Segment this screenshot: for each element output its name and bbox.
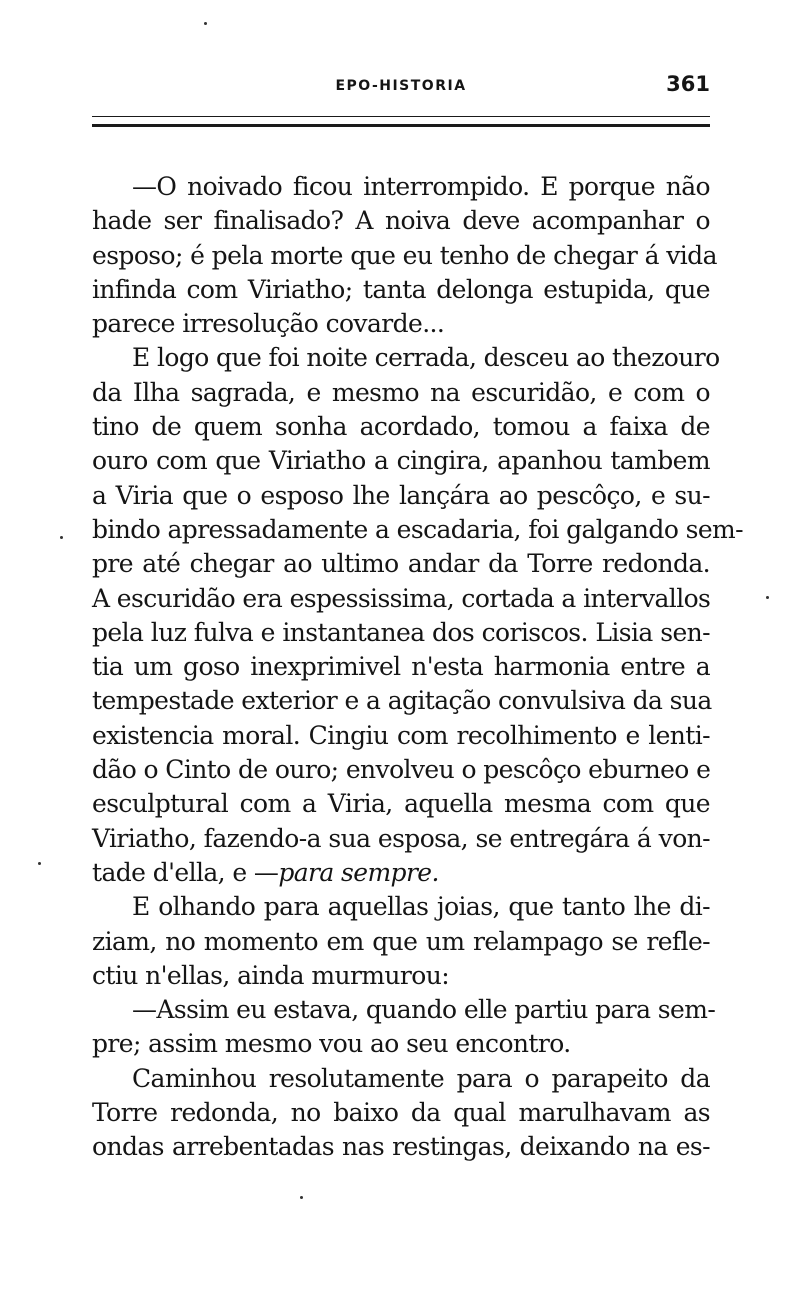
text-line bbox=[92, 1096, 710, 1130]
text-line-content: —O noivado ficou interrompido. E porque não bbox=[132, 172, 710, 201]
text-line-content: tempestade exterior e a agitação convulsiva da sua bbox=[92, 686, 712, 716]
text-line-content: ziam, no momento em que um relampago se refle- bbox=[92, 926, 710, 956]
text-line bbox=[92, 547, 710, 581]
print-speck bbox=[38, 862, 41, 865]
text-line-content: ctiu n'ellas, ainda murmurou: bbox=[92, 960, 450, 990]
text-line-content: Caminhou resolutamente para o parapeito da bbox=[132, 1063, 710, 1093]
text-line bbox=[92, 856, 710, 890]
text-line-content: bindo apressadamente a escadaria, foi galgando sem- bbox=[92, 514, 743, 544]
text-line-content: Torre redonda, no baixo da qual marulhavam as bbox=[92, 1098, 710, 1128]
text-line bbox=[92, 170, 710, 204]
header-rule-thick bbox=[92, 124, 710, 127]
text-line-content: esposo; é pela morte que eu tenho de chegar á vida bbox=[92, 240, 717, 270]
text-line bbox=[92, 822, 710, 856]
text-line-content: parece irresolução covarde... bbox=[92, 309, 445, 339]
text-line bbox=[92, 513, 743, 547]
text-line bbox=[92, 204, 710, 238]
text-line-content: —Assim eu estava, quando elle partiu para sem- bbox=[132, 995, 716, 1025]
text-line bbox=[92, 307, 710, 341]
page-number: 361 bbox=[666, 72, 710, 96]
text-line bbox=[92, 616, 710, 650]
text-line-content: Viriatho, fazendo-a sua esposa, se entregára á von- bbox=[92, 823, 710, 853]
text-line-content: pre até chegar ao ultimo andar da Torre redonda. bbox=[92, 549, 710, 579]
text-line bbox=[92, 582, 710, 616]
text-line bbox=[92, 1062, 710, 1096]
text-line bbox=[92, 925, 710, 959]
text-line bbox=[92, 684, 710, 718]
text-line bbox=[92, 376, 710, 410]
text-line-content: tia um goso inexprimivel n'esta harmonia entre a bbox=[92, 652, 710, 682]
text-line-content: E olhando para aquellas joias, que tanto lhe di- bbox=[132, 892, 710, 922]
text-line bbox=[92, 239, 717, 273]
text-line-content: dão o Cinto de ouro; envolveu o pescôço eburneo e bbox=[92, 755, 711, 785]
print-speck bbox=[204, 22, 207, 25]
text-line-content: ondas arrebentadas nas restingas, deixando na es- bbox=[92, 1132, 710, 1162]
text-line-content: ouro com que Viriatho a cingira, apanhou tambem bbox=[92, 446, 710, 476]
text-line-content: tade d'ella, e — bbox=[92, 857, 279, 887]
text-line-content: pre; assim mesmo vou ao seu encontro. bbox=[92, 1029, 571, 1059]
text-line bbox=[92, 341, 720, 375]
text-line-content: existencia moral. Cingiu com recolhimento e lenti- bbox=[92, 720, 710, 750]
text-line-content: da Ilha sagrada, e mesmo na escuridão, e com o bbox=[92, 377, 710, 407]
text-line bbox=[92, 410, 710, 444]
text-line bbox=[92, 890, 710, 924]
text-line-content: a Viria que o esposo lhe lançára ao pescôço, e su- bbox=[92, 480, 710, 510]
text-line bbox=[92, 1130, 710, 1164]
text-line bbox=[92, 444, 710, 478]
text-line bbox=[92, 479, 710, 513]
text-line-content: A escuridão era espessissima, cortada a intervallos bbox=[92, 583, 711, 613]
print-speck bbox=[60, 536, 63, 539]
text-line bbox=[92, 650, 710, 684]
text-line bbox=[92, 719, 710, 753]
text-line-content: pela luz fulva e instantanea dos coriscos. Lisia sen- bbox=[92, 617, 710, 647]
running-head bbox=[92, 72, 710, 102]
text-line bbox=[92, 959, 710, 993]
text-line bbox=[92, 753, 710, 787]
text-line bbox=[92, 787, 710, 821]
running-title: EPO-HISTORIA bbox=[335, 78, 467, 94]
text-line bbox=[92, 1027, 710, 1061]
print-speck bbox=[300, 1196, 303, 1199]
italic-phrase: para sempre. bbox=[278, 857, 439, 887]
body-text bbox=[92, 170, 743, 1165]
text-line-content: esculptural com a Viria, aquella mesma com que bbox=[92, 789, 710, 819]
text-line bbox=[92, 273, 710, 307]
text-line-content: hade ser finalisado? A noiva deve acompanhar o bbox=[92, 206, 710, 236]
text-line bbox=[92, 993, 716, 1027]
header-rule-thin bbox=[92, 116, 710, 117]
print-speck bbox=[766, 596, 769, 599]
text-line-content: infinda com Viriatho; tanta delonga estupida, que bbox=[92, 274, 710, 304]
text-line-content: tino de quem sonha acordado, tomou a faixa de bbox=[92, 412, 710, 442]
text-line-content: E logo que foi noite cerrada, desceu ao thezouro bbox=[132, 343, 720, 373]
